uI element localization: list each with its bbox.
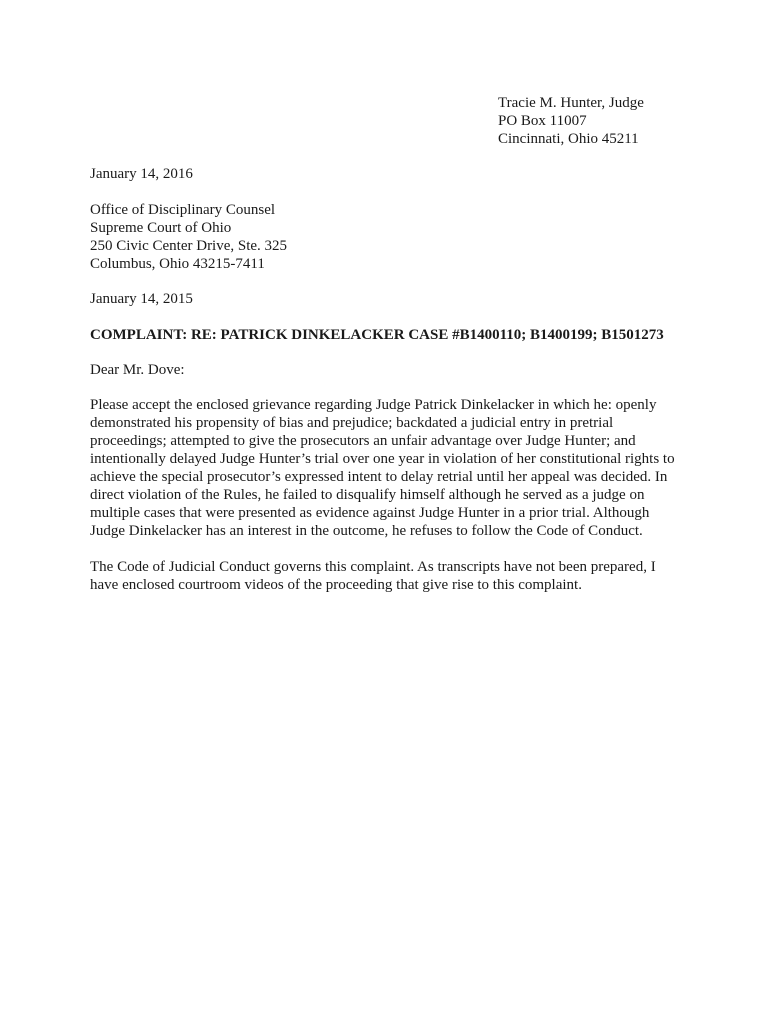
- sender-address: [498, 94, 644, 148]
- sender-city: Cincinnati, Ohio 45211: [498, 131, 639, 147]
- recipient-line: Office of Disciplinary Counsel: [90, 202, 276, 218]
- paragraph-line: The Code of Judicial Conduct governs this complaint. As transcripts have not been prepared, I: [90, 559, 656, 575]
- paragraph-line: achieve the special prosecutor’s expressed intent to delay retrial until her appeal was decided. In: [90, 469, 668, 485]
- paragraph-line: direct violation of the Rules, he failed to disqualify himself although he served as a judge on: [90, 487, 645, 503]
- recipient-line: Columbus, Ohio 43215-7411: [90, 256, 265, 272]
- body-paragraph-1: [90, 396, 675, 540]
- sender-po-box: PO Box 11007: [498, 113, 587, 129]
- paragraph-line: Please accept the enclosed grievance regarding Judge Patrick Dinkelacker in which he: openly: [90, 397, 657, 413]
- paragraph-line: have enclosed courtroom videos of the proceeding that give rise to this complaint.: [90, 577, 582, 593]
- salutation: Dear Mr. Dove:: [90, 362, 185, 378]
- paragraph-line: proceedings; attempted to give the prosecutors an unfair advantage over Judge Hunter; and: [90, 433, 636, 449]
- paragraph-line: multiple cases that were presented as evidence against Judge Hunter in a prior trial. Although: [90, 505, 650, 521]
- paragraph-line: Judge Dinkelacker has an interest in the outcome, he refuses to follow the Code of Conduct.: [90, 523, 643, 539]
- recipient-line: 250 Civic Center Drive, Ste. 325: [90, 238, 288, 254]
- second-date: January 14, 2015: [90, 291, 193, 307]
- body-paragraph-2: [90, 558, 656, 594]
- paragraph-line: demonstrated his propensity of bias and prejudice; backdated a judicial entry in pretrial: [90, 415, 614, 431]
- subject-line: COMPLAINT: RE: PATRICK DINKELACKER CASE #B1400110; B1400199; B1501273: [90, 327, 664, 343]
- recipient-line: Supreme Court of Ohio: [90, 220, 232, 236]
- recipient-address: [90, 201, 287, 273]
- paragraph-line: intentionally delayed Judge Hunter’s trial over one year in violation of her constitutional rights to: [90, 451, 675, 467]
- sender-name: Tracie M. Hunter, Judge: [498, 95, 644, 111]
- letter-date: January 14, 2016: [90, 166, 193, 182]
